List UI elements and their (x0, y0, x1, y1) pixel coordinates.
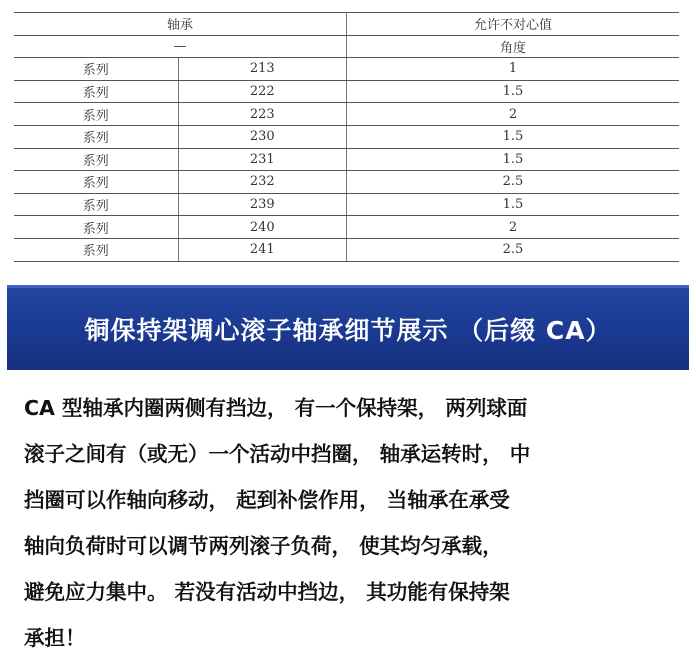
table-subheader-row (14, 35, 679, 58)
row-label: 系列 (14, 103, 178, 126)
row-series: 230 (178, 125, 347, 148)
row-label: 系列 (14, 193, 178, 216)
row-label: 系列 (14, 58, 178, 81)
row-label: 系列 (14, 148, 178, 171)
misalignment-table (14, 12, 679, 262)
table-row (14, 238, 679, 261)
description-line: 滚子之间有（或无）一个活动中挡圈， 轴承运转时， 中 (24, 442, 531, 466)
row-label: 系列 (14, 171, 178, 194)
row-label: 系列 (14, 125, 178, 148)
table-header-row (14, 13, 679, 36)
description-line: 轴向负荷时可以调节两列滚子负荷， 使其均匀承载， (24, 534, 503, 558)
description-line: 避免应力集中。 若没有活动中挡边， 其功能有保持架 (24, 580, 510, 604)
row-label: 系列 (14, 238, 178, 261)
description-line: 承担！ (24, 626, 86, 650)
row-series: 223 (178, 103, 347, 126)
row-value: 1.5 (347, 125, 679, 148)
row-series: 213 (178, 58, 347, 81)
table-row (14, 148, 679, 171)
row-value: 2 (347, 216, 679, 239)
banner-title: 铜保持架调心滚子轴承细节展示 （后缀 CA） (84, 316, 612, 345)
row-value: 1 (347, 58, 679, 81)
subheader-dash: — (14, 35, 347, 58)
description-text (24, 385, 674, 661)
row-series: 231 (178, 148, 347, 171)
row-value: 1.5 (347, 80, 679, 103)
table-row (14, 103, 679, 126)
table-row (14, 125, 679, 148)
description-line: CA 型轴承内圈两侧有挡边， 有一个保持架， 两列球面 (24, 396, 528, 420)
description-line: 挡圈可以作轴向移动， 起到补偿作用， 当轴承在承受 (24, 488, 510, 512)
row-value: 1.5 (347, 193, 679, 216)
row-label: 系列 (14, 80, 178, 103)
header-bearing: 轴承 (14, 13, 347, 36)
row-series: 232 (178, 171, 347, 194)
table-row (14, 58, 679, 81)
row-series: 222 (178, 80, 347, 103)
table-row (14, 171, 679, 194)
section-banner (7, 285, 689, 370)
row-value: 2.5 (347, 171, 679, 194)
table-row (14, 216, 679, 239)
table-row (14, 193, 679, 216)
header-allowed-misalignment: 允许不对心值 (347, 13, 679, 36)
row-series: 240 (178, 216, 347, 239)
row-series: 239 (178, 193, 347, 216)
row-series: 241 (178, 238, 347, 261)
row-value: 2 (347, 103, 679, 126)
table-row (14, 80, 679, 103)
subheader-angle: 角度 (347, 35, 679, 58)
row-value: 2.5 (347, 238, 679, 261)
row-label: 系列 (14, 216, 178, 239)
row-value: 1.5 (347, 148, 679, 171)
tolerance-table-wrapper (14, 12, 679, 262)
